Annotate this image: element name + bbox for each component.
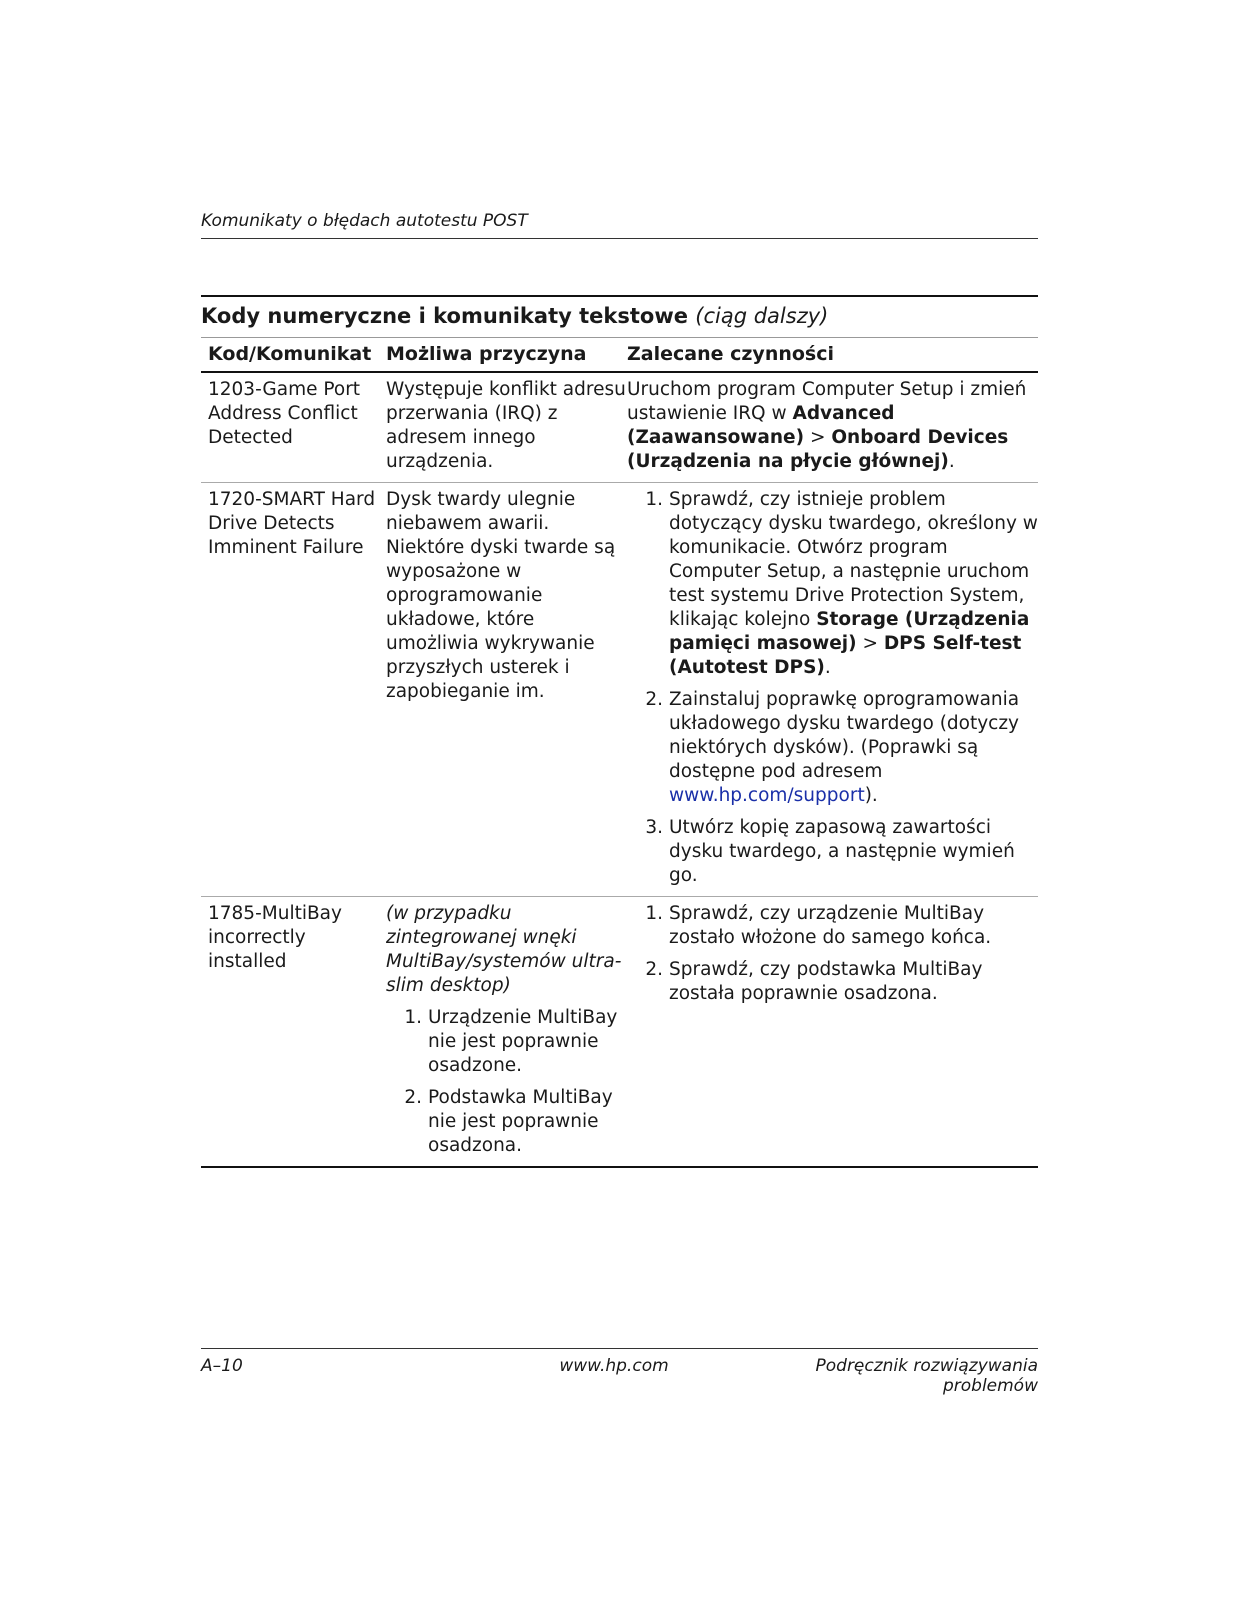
cause-cell xyxy=(384,902,627,1158)
list-item xyxy=(386,1086,627,1158)
page-number: A–10 xyxy=(201,1356,243,1376)
error-code-cell: 1720-SMART Hard Drive Detects Imminent Failure xyxy=(208,489,376,558)
table-header-row xyxy=(201,338,1038,373)
action-cell xyxy=(627,378,1038,474)
page-footer xyxy=(201,1348,1038,1396)
action-text: Zainstaluj poprawkę oprogramowania układowego dysku twardego (dotyczy niektórych dysków). (Poprawki są dostępne pod adresem xyxy=(669,689,1020,782)
action-text: Sprawdź, czy podstawka MultiBay została poprawnie osadzona. xyxy=(669,959,983,1004)
error-code-cell: 1785-MultiBay incorrectly installed xyxy=(208,903,342,972)
table-title xyxy=(201,297,1038,338)
table-title-continued: (ciąg dalszy) xyxy=(695,304,829,328)
footer-website: www.hp.com xyxy=(559,1356,669,1376)
menu-path-onboard-devices: Onboard Devices (Urządzenia na płycie głównej) xyxy=(627,427,1009,472)
action-text: Sprawdź, czy istnieje problem dotyczący dysku twardego, określony w komunikacie. Otwórz program Computer Setup, a następnie uruchom test systemu Drive Protection System, klikając kolejno xyxy=(669,489,1038,630)
list-item xyxy=(627,816,1038,888)
column-header-action: Zalecane czynności xyxy=(627,343,835,365)
action-end: . xyxy=(948,451,955,472)
list-number: 1. xyxy=(404,1007,422,1028)
menu-path-dps-self-test: DPS Self-test (Autotest DPS) xyxy=(669,633,1022,678)
cause-cell: Dysk twardy ulegnie niebawem awarii. Niektóre dyski twarde są wyposażone w oprogramowanie układowe, które umożliwia wykrywanie przyszłych usterek i zapobieganie im. xyxy=(386,489,616,702)
list-item xyxy=(627,902,1038,950)
list-number: 3. xyxy=(645,817,663,838)
running-header: Komunikaty o błędach autotestu POST xyxy=(201,211,1038,239)
action-end: . xyxy=(824,657,831,678)
cause-note: (w przypadku zintegrowanej wnęki MultiBay/systemów ultra-slim desktop) xyxy=(386,903,622,996)
action-list xyxy=(627,902,1038,1006)
list-item xyxy=(627,688,1038,808)
table-row xyxy=(201,483,1038,897)
list-number: 1. xyxy=(645,489,663,510)
action-cell xyxy=(627,902,1038,1158)
manual-title: Podręcznik rozwiązywania problemów xyxy=(815,1356,1038,1396)
list-number: 2. xyxy=(645,959,663,980)
action-text: Utwórz kopię zapasową zawartości dysku twardego, a następnie wymień go. xyxy=(669,817,1015,886)
action-end: ). xyxy=(864,785,878,806)
action-cell xyxy=(627,488,1038,888)
column-header-code: Kod/Komunikat xyxy=(208,343,372,365)
cause-cell: Występuje konflikt adresu przerwania (IRQ) z adresem innego urządzenia. xyxy=(386,379,626,472)
action-list xyxy=(627,488,1038,888)
error-codes-table xyxy=(201,295,1038,1168)
table-row xyxy=(201,373,1038,483)
menu-path-storage: Storage (Urządzenia pamięci masowej) xyxy=(669,609,1030,654)
cause-text: Podstawka MultiBay nie jest poprawnie osadzona. xyxy=(428,1087,613,1156)
table-title-main: Kody numeryczne i komunikaty tekstowe xyxy=(201,304,688,328)
table-row xyxy=(201,897,1038,1168)
list-number: 2. xyxy=(645,689,663,710)
list-item xyxy=(627,488,1038,680)
list-number: 1. xyxy=(645,903,663,924)
list-item xyxy=(627,958,1038,1006)
menu-separator: > xyxy=(856,633,884,654)
error-code-cell: 1203-Game Port Address Conflict Detected xyxy=(208,379,361,448)
menu-path-advanced: Advanced (Zaawansowane) xyxy=(627,403,895,448)
list-number: 2. xyxy=(404,1087,422,1108)
menu-separator: > xyxy=(804,427,832,448)
cause-list xyxy=(386,1006,627,1158)
support-link[interactable]: www.hp.com/support xyxy=(669,785,865,806)
action-text: Sprawdź, czy urządzenie MultiBay zostało włożone do samego końca. xyxy=(669,903,992,948)
list-item xyxy=(386,1006,627,1078)
cause-text: Urządzenie MultiBay nie jest poprawnie osadzone. xyxy=(428,1007,618,1076)
action-text: Uruchom program Computer Setup i zmień ustawienie IRQ w xyxy=(627,379,1027,424)
column-header-cause: Możliwa przyczyna xyxy=(386,343,587,365)
